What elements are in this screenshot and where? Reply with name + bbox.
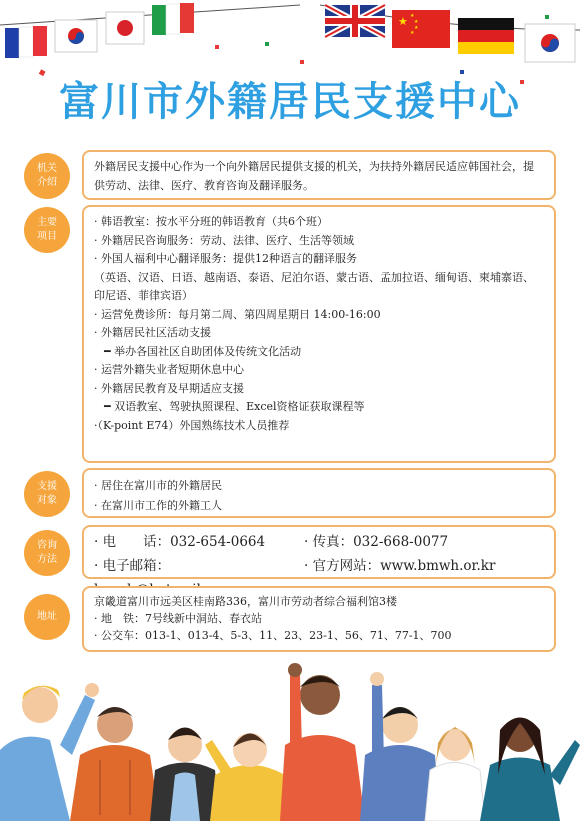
list-item: · 外籍居民教育及早期适应支援 — [94, 381, 244, 395]
website-text: · 官方网站：www.bmwh.or.kr — [304, 558, 496, 574]
person-icon — [425, 727, 485, 821]
list-item: · 在富川市工作的外籍工人 — [94, 499, 222, 512]
phone-text: · 电 话：032-654-0664 — [94, 534, 266, 550]
list-item: · 运营外籍失业者短期休息中心 — [94, 363, 244, 376]
section-intro — [22, 150, 556, 202]
list-item: ━ 举办各国社区自助团体及传统文化活动 — [104, 344, 302, 358]
page-title: 富川市外籍居民支援中心 — [59, 79, 521, 125]
section-targets — [22, 468, 556, 520]
japan-flag-icon — [106, 12, 144, 44]
subway-line: · 地 铁：7号线新中洞站、春衣站 — [94, 612, 262, 625]
section-address — [22, 586, 556, 654]
list-item: · 外籍居民社区活动支援 — [94, 326, 211, 339]
person-icon — [480, 718, 580, 821]
people-illustration — [0, 655, 580, 821]
china-flag-icon — [392, 10, 450, 48]
list-item: · 外籍居民咨询服务：劳动、法律、医疗、生活等领域 — [94, 233, 354, 247]
svg-text:★: ★ — [398, 15, 408, 28]
targets-badge: 支援 对象 — [24, 471, 70, 517]
list-item: （英语、汉语、日语、越南语、泰语、尼泊尔语、蒙古语、孟加拉语、缅甸语、柬埔寨语、印尼语、菲律宾语） — [94, 270, 534, 302]
bus-line: · 公交车：013-1、013-4、5-3、11、23、23-1、56、71、77-1、700 — [94, 629, 452, 642]
list-item: · 居住在富川市的外籍居民 — [94, 479, 222, 492]
email-text: · 电子邮箱： — [94, 558, 171, 574]
section-projects — [22, 205, 556, 463]
intro-badge: 机关 介绍 — [24, 153, 70, 199]
list-item: ━ 双语教室、驾驶执照课程、Excel资格证获取课程等 — [104, 400, 365, 413]
italy-flag-icon — [152, 3, 194, 35]
svg-text:★: ★ — [414, 25, 419, 31]
projects-badge: 主要 项目 — [24, 207, 70, 253]
svg-text:★: ★ — [414, 19, 419, 25]
person-icon — [150, 728, 220, 821]
section-contact — [22, 525, 556, 581]
uk-flag-icon — [325, 5, 385, 37]
address-line: 京畿道富川市远美区桂南路336，富川市劳动者综合福利馆3楼 — [94, 595, 397, 608]
projects-box — [82, 205, 556, 463]
address-badge: 地址 — [24, 594, 70, 640]
svg-text:★: ★ — [410, 30, 415, 36]
targets-box — [82, 468, 556, 518]
contact-badge: 咨询 方法 — [24, 530, 70, 576]
address-box — [82, 586, 556, 652]
intro-text: 外籍居民支援中心作为一个向外籍居民提供支援的机关，为扶持外籍居民适应韩国社会，提供劳动、法律、医疗、教育咨询及翻译服务。 — [94, 160, 534, 192]
list-item: ·（K-point E74）外国熟练技术人员推荐 — [94, 418, 290, 432]
france-flag-icon — [5, 26, 47, 58]
fax-text: · 传真：032-668-0077 — [304, 534, 449, 550]
list-item: · 外国人福利中心翻译服务：提供12种语言的翻译服务 — [94, 252, 357, 265]
svg-text:★: ★ — [410, 13, 415, 19]
germany-flag-icon — [458, 18, 514, 54]
contact-box — [82, 525, 556, 579]
list-item: · 运营免费诊所：每月第二周、第四周星期日 14:00-16:00 — [94, 307, 381, 321]
person-icon — [280, 663, 365, 821]
korea-flag-right-icon — [525, 24, 575, 62]
person-icon — [205, 733, 290, 821]
intro-box — [82, 150, 556, 200]
korea-flag-icon — [55, 20, 97, 52]
list-item: · 韩语教室：按水平分班的韩语教育（共6个班） — [94, 215, 328, 228]
